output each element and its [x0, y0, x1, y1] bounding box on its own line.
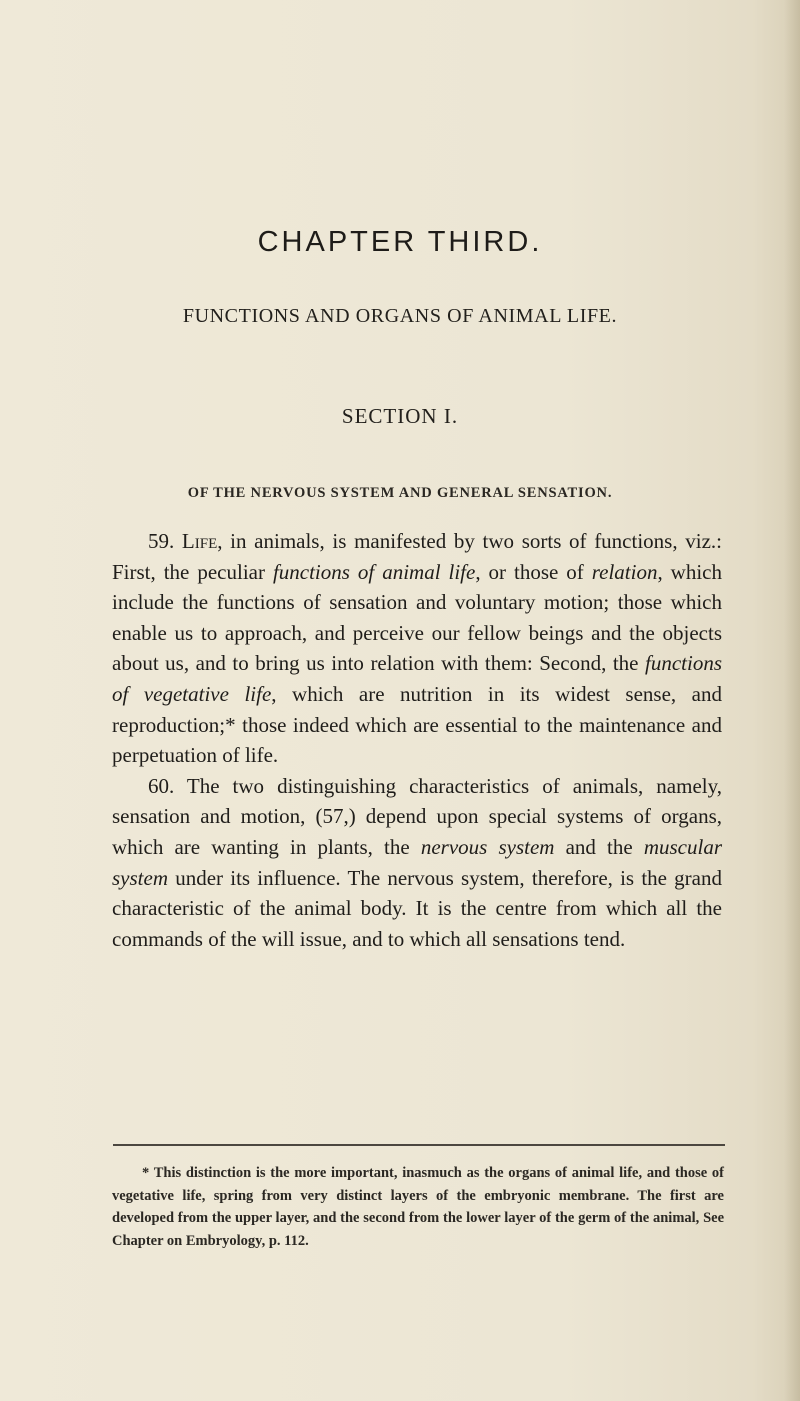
italic-phrase: functions of animal life [272, 559, 476, 584]
paragraph-text: 60. The two distinguishing characteristics of animals, namely, sensation and motion, (57,) depend upon special systems of organs, which are wanting in plants, the [112, 773, 722, 859]
italic-phrase: nervous system [420, 834, 555, 859]
paragraph-text: , which are nutrition in its widest sense, and reproduction;* those indeed which are essential to the maintenance and perpetuation of life. [112, 681, 722, 768]
paragraph-text: , in animals, is manifested by two sorts of functions, viz.: First, the peculiar [112, 529, 722, 584]
paragraph-text: , which include the functions of sensation and voluntary motion; those which enable us to approach, and perceive our fellow beings and the objects about us, and to bring us into relation with them: Second, the [112, 559, 722, 676]
paragraph-text: and the [554, 834, 644, 859]
italic-phrase: functions of vegetative life [112, 651, 722, 706]
chapter-heading: CHAPTER THIRD. [257, 226, 543, 258]
paragraph-59 [112, 526, 722, 771]
footnote-divider [113, 1144, 725, 1146]
paragraph-number: 59. [148, 529, 175, 553]
footnote-text: * This distinction is the more important, inasmuch as the organs of animal life, and those of vegetative life, spring from very distinct layers of the embryonic membrane. The first are developed from the upper layer, and the second from the lower layer of the germ of the animal, See Chapter on Embryology, p. 112. [112, 1165, 724, 1249]
page-edge-shadow [784, 0, 800, 1401]
section-subheading: OF THE NERVOUS SYSTEM AND GENERAL SENSATION. [187, 485, 613, 501]
body-text [112, 526, 722, 954]
paragraph-text: under its influence. The nervous system, therefore, is the grand characteristic of the animal body. It is the centre from which all the commands of the will issue, and to which all sensations tend. [112, 865, 722, 951]
italic-phrase: relation [591, 559, 658, 584]
footnote [112, 1162, 724, 1252]
paragraph-60 [112, 771, 722, 955]
part-heading: FUNCTIONS AND ORGANS OF ANIMAL LIFE. [182, 305, 618, 327]
italic-phrase: muscular system [112, 834, 722, 890]
paragraph-text: , or those of [475, 559, 592, 584]
paragraph-lead-word: Life [181, 529, 218, 553]
section-heading: SECTION I. [341, 404, 459, 428]
